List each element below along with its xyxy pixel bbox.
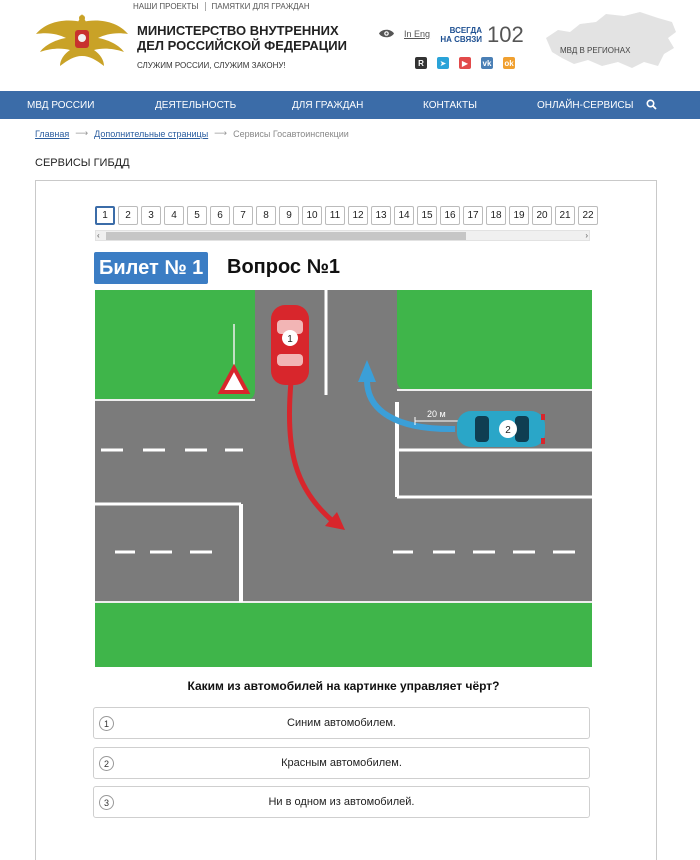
red-car-icon: [271, 305, 309, 385]
eagle-emblem-icon[interactable]: [34, 8, 130, 70]
page-button-7[interactable]: 7: [233, 206, 253, 225]
nav-item-citizens[interactable]: ДЛЯ ГРАЖДАН: [292, 100, 364, 111]
answer-text: Красным автомобилем.: [281, 757, 402, 769]
emergency-phone[interactable]: 102: [487, 22, 524, 47]
slogan: СЛУЖИМ РОССИИ, СЛУЖИМ ЗАКОНУ!: [137, 61, 286, 70]
blue-car-icon: [457, 411, 545, 447]
ticket-badge: Билет № 1: [94, 252, 208, 284]
page-button-2[interactable]: 2: [118, 206, 138, 225]
arrow-right-icon: ⟶: [214, 128, 228, 138]
answer-text: Ни в одном из автомобилей.: [268, 796, 415, 808]
nav-item-online-services[interactable]: ОНЛАЙН-СЕРВИСЫ: [537, 100, 634, 111]
scroll-left-icon[interactable]: ‹: [97, 231, 100, 240]
breadcrumb: [35, 128, 349, 139]
english-version-link[interactable]: In Eng: [404, 29, 431, 39]
rutube-icon[interactable]: R: [415, 57, 427, 69]
page-button-5[interactable]: 5: [187, 206, 207, 225]
scroll-right-icon[interactable]: ›: [585, 231, 588, 240]
page-button-16[interactable]: 16: [440, 206, 460, 225]
page-button-4[interactable]: 4: [164, 206, 184, 225]
page-button-22[interactable]: 22: [578, 206, 598, 225]
regions-link[interactable]: МВД В РЕГИОНАХ: [560, 46, 631, 55]
russia-map-icon[interactable]: [540, 8, 680, 72]
main-nav: [0, 91, 700, 119]
page-button-20[interactable]: 20: [532, 206, 552, 225]
page-title: СЕРВИСЫ ГИБДД: [35, 157, 130, 169]
page-button-12[interactable]: 12: [348, 206, 368, 225]
page-button-13[interactable]: 13: [371, 206, 391, 225]
nav-item-activity[interactable]: ДЕЯТЕЛЬНОСТЬ: [155, 100, 237, 111]
top-links: [133, 2, 316, 11]
distance-label: 20 м: [427, 409, 446, 419]
question-title: Вопрос №1: [227, 256, 341, 278]
answer-option-2[interactable]: [93, 747, 590, 779]
eye-icon[interactable]: [378, 28, 395, 39]
car2-label: 2: [505, 425, 511, 436]
page-button-15[interactable]: 15: [417, 206, 437, 225]
page-button-8[interactable]: 8: [256, 206, 276, 225]
breadcrumb-current: Сервисы Госавтоинспекции: [233, 128, 349, 139]
answer-number: 1: [99, 716, 114, 731]
grass-top-right: [397, 290, 592, 390]
page-button-11[interactable]: 11: [325, 206, 345, 225]
search-icon[interactable]: [646, 99, 657, 110]
page-button-9[interactable]: 9: [279, 206, 299, 225]
nav-item-contacts[interactable]: КОНТАКТЫ: [423, 100, 477, 111]
page-button-21[interactable]: 21: [555, 206, 575, 225]
answer-number: 3: [99, 795, 114, 810]
citizens-memo-link[interactable]: ПАМЯТКИ ДЛЯ ГРАЖДАН: [211, 2, 310, 11]
pager-scrollbar[interactable]: [95, 230, 590, 241]
ministry-title[interactable]: МИНИСТЕРСТВО ВНУТРЕННИХ ДЕЛ РОССИЙСКОЙ ФЕДЕРАЦИИ: [137, 23, 347, 53]
social-links: [415, 57, 515, 69]
page-button-19[interactable]: 19: [509, 206, 529, 225]
page-button-18[interactable]: 18: [486, 206, 506, 225]
grass-bottom: [95, 602, 592, 667]
youtube-icon[interactable]: ▶: [459, 57, 471, 69]
our-projects-link[interactable]: НАШИ ПРОЕКТЫ: [133, 2, 206, 11]
answer-option-1[interactable]: [93, 707, 590, 739]
nav-item-mvd[interactable]: МВД РОССИИ: [27, 100, 95, 111]
page-button-6[interactable]: 6: [210, 206, 230, 225]
odnoklassniki-icon[interactable]: ok: [504, 58, 514, 68]
arrow-right-icon: ⟶: [75, 128, 89, 138]
road-scene-image: [95, 290, 592, 667]
breadcrumb-home[interactable]: Главная: [35, 128, 70, 139]
question-text: Каким из автомобилей на картинке управляет чёрт?: [187, 679, 500, 693]
answer-option-3[interactable]: [93, 786, 590, 818]
breadcrumb-extra-pages[interactable]: Дополнительные страницы: [94, 128, 209, 139]
page-button-10[interactable]: 10: [302, 206, 322, 225]
scroll-thumb[interactable]: [106, 232, 466, 240]
answer-number: 2: [99, 756, 114, 771]
ticket-pager: [95, 206, 594, 225]
telegram-icon[interactable]: ➤: [437, 57, 449, 69]
always-on-line-label: ВСЕГДА НА СВЯЗИ: [440, 26, 482, 44]
car1-label: 1: [287, 334, 293, 345]
answer-text: Синим автомобилем.: [287, 717, 396, 729]
page-button-14[interactable]: 14: [394, 206, 414, 225]
vk-icon[interactable]: vk: [482, 58, 492, 68]
page-button-1[interactable]: 1: [95, 206, 115, 225]
page-button-3[interactable]: 3: [141, 206, 161, 225]
page-button-17[interactable]: 17: [463, 206, 483, 225]
